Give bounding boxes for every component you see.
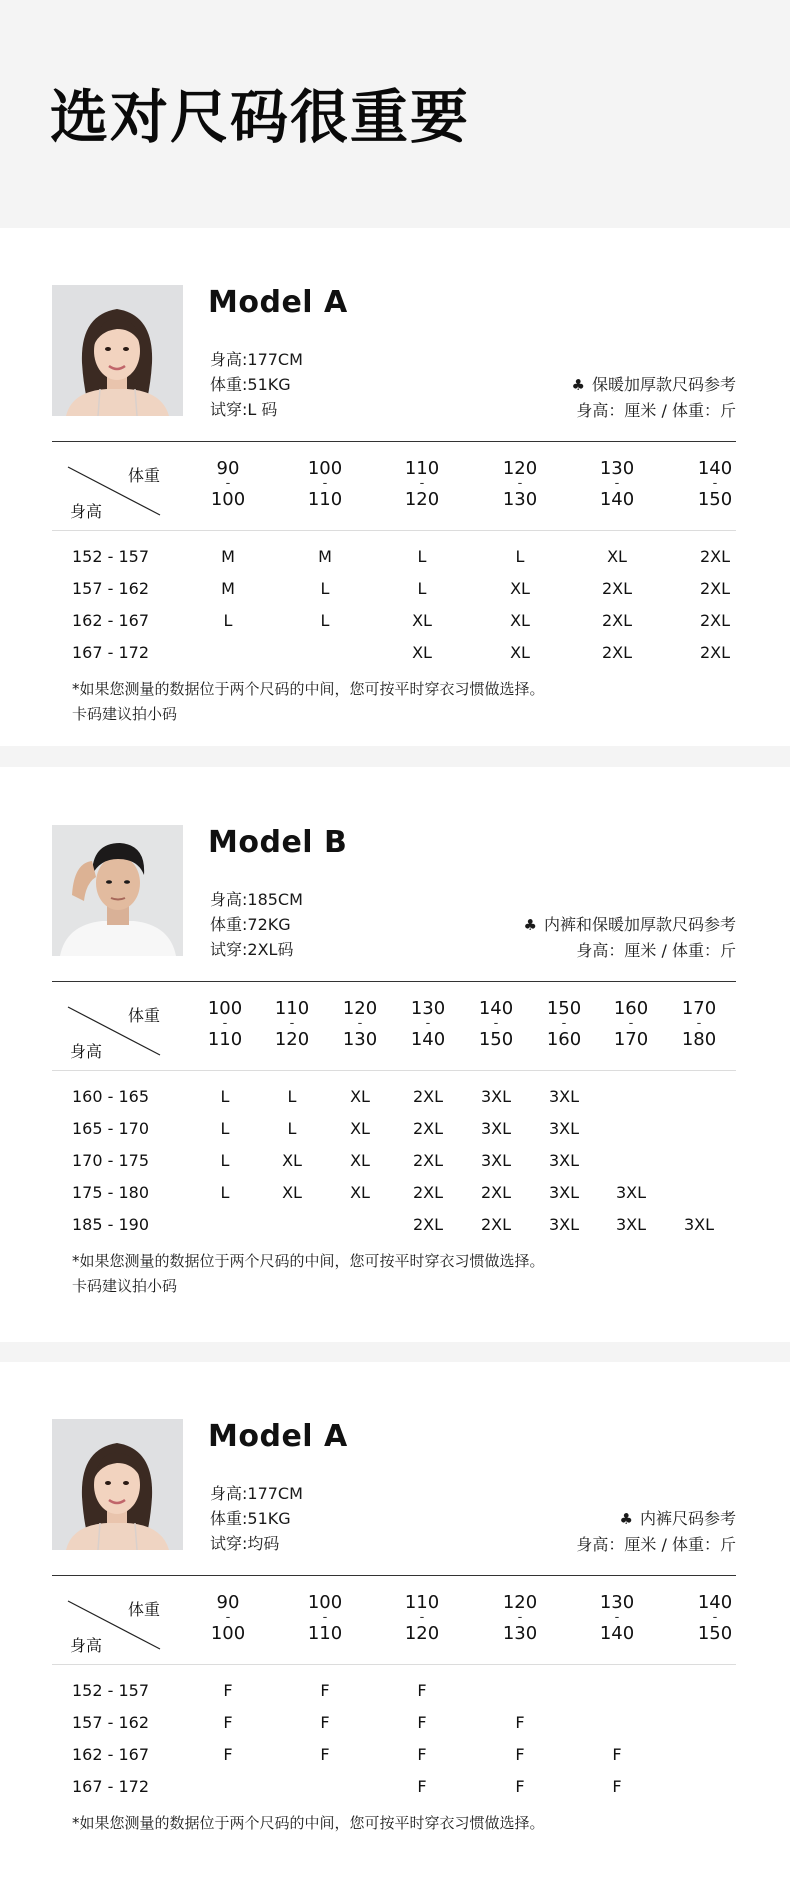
units-label: 身高：厘米 / 体重：斤 — [576, 941, 736, 960]
weight-to: 180 — [681, 1029, 717, 1050]
weight-column-header — [534, 999, 594, 1049]
model-stat: 试穿:2XL码 — [210, 940, 294, 959]
size-cell: F — [417, 1713, 427, 1732]
model-name: Model B — [208, 825, 348, 860]
height-row-label: 175 - 180 — [72, 1183, 150, 1202]
weight-to: 110 — [207, 1029, 243, 1050]
model-stats — [210, 1481, 303, 1556]
weight-axis-label: 体重 — [128, 466, 161, 485]
weight-column-header — [392, 1593, 452, 1643]
range-dash: - — [322, 1610, 328, 1625]
range-dash: - — [322, 476, 328, 491]
height-axis-label: 身高 — [70, 502, 103, 521]
weight-to: 100 — [210, 1623, 246, 1644]
weight-from: 170 — [681, 998, 717, 1019]
weight-column-header — [262, 999, 322, 1049]
weight-to: 150 — [697, 489, 733, 510]
weight-from: 130 — [599, 1592, 635, 1613]
height-row-label: 170 - 175 — [72, 1151, 150, 1170]
table-top-rule — [52, 1575, 736, 1576]
height-row-label: 165 - 170 — [72, 1119, 150, 1138]
weight-column-header — [587, 459, 647, 509]
size-cell: XL — [350, 1119, 370, 1138]
weight-to: 130 — [502, 1623, 538, 1644]
size-cell: F — [320, 1713, 330, 1732]
female-model-photo — [52, 285, 183, 416]
size-note: 卡码建议拍小码 — [72, 705, 178, 723]
size-cell: F — [515, 1745, 525, 1764]
range-dash: - — [289, 1016, 295, 1031]
weight-from: 100 — [307, 458, 343, 479]
weight-column-header — [198, 459, 258, 509]
weight-from: 140 — [697, 458, 733, 479]
size-cell: M — [221, 547, 235, 566]
table-header-rule — [52, 1664, 736, 1665]
size-section — [0, 825, 790, 1365]
weight-column-header — [392, 459, 452, 509]
height-axis-label: 身高 — [70, 1042, 103, 1061]
club-icon: ♣ — [619, 1510, 633, 1528]
size-cell: XL — [282, 1151, 302, 1170]
club-icon: ♣ — [523, 916, 537, 934]
height-row-label: 167 - 172 — [72, 643, 150, 662]
size-cell: F — [612, 1777, 622, 1796]
weight-from: 110 — [274, 998, 310, 1019]
size-cell: L — [320, 611, 330, 630]
size-cell: 2XL — [601, 643, 633, 662]
weight-to: 120 — [404, 1623, 440, 1644]
size-cell: XL — [607, 547, 627, 566]
range-dash: - — [493, 1016, 499, 1031]
weight-from: 110 — [404, 458, 440, 479]
weight-to: 100 — [210, 489, 246, 510]
units-label: 身高：厘米 / 体重：斤 — [576, 1535, 736, 1554]
size-cell: XL — [510, 579, 530, 598]
size-cell: 2XL — [412, 1215, 444, 1234]
size-cell: XL — [350, 1087, 370, 1106]
size-cell: F — [320, 1681, 330, 1700]
size-cell: F — [612, 1745, 622, 1764]
model-stat: 身高:177CM — [210, 1484, 303, 1503]
size-section — [0, 1419, 790, 1881]
size-cell: 3XL — [548, 1183, 580, 1202]
weight-column-header — [330, 999, 390, 1049]
size-cell: 3XL — [480, 1151, 512, 1170]
range-dash: - — [561, 1016, 567, 1031]
weight-from: 90 — [216, 1592, 240, 1613]
weight-column-header — [601, 999, 661, 1049]
range-dash: - — [419, 476, 425, 491]
range-dash: - — [222, 1016, 228, 1031]
weight-to: 160 — [546, 1029, 582, 1050]
model-stat: 体重:51KG — [210, 375, 291, 394]
size-cell: L — [223, 611, 233, 630]
weight-column-header — [295, 1593, 355, 1643]
table-corner-header — [52, 985, 164, 1069]
height-row-label: 167 - 172 — [72, 1777, 150, 1796]
height-row-label: 157 - 162 — [72, 1713, 150, 1732]
size-cell: XL — [412, 611, 432, 630]
weight-from: 130 — [410, 998, 446, 1019]
size-cell: 2XL — [412, 1151, 444, 1170]
weight-axis-label: 体重 — [128, 1006, 161, 1025]
model-stat: 试穿:L 码 — [210, 400, 278, 419]
weight-from: 160 — [613, 998, 649, 1019]
weight-column-header — [198, 1593, 258, 1643]
size-note: *如果您测量的数据位于两个尺码的中间，您可按平时穿衣习惯做选择。 — [72, 1814, 545, 1832]
range-dash: - — [517, 1610, 523, 1625]
size-reference — [576, 1506, 736, 1557]
weight-to: 150 — [478, 1029, 514, 1050]
size-cell: F — [515, 1777, 525, 1796]
reference-title: 内裤尺码参考 — [634, 1509, 736, 1528]
weight-from: 140 — [478, 998, 514, 1019]
height-row-label: 157 - 162 — [72, 579, 150, 598]
size-cell: 3XL — [548, 1215, 580, 1234]
range-dash: - — [696, 1016, 702, 1031]
size-cell: M — [221, 579, 235, 598]
size-cell: 3XL — [615, 1215, 647, 1234]
size-cell: L — [287, 1119, 297, 1138]
model-stats — [210, 887, 303, 962]
size-cell: M — [318, 547, 332, 566]
reference-title: 内裤和保暖加厚款尺码参考 — [538, 915, 736, 934]
size-reference — [571, 372, 736, 423]
model-name: Model A — [208, 1419, 348, 1454]
weight-to: 170 — [613, 1029, 649, 1050]
weight-axis-label: 体重 — [128, 1600, 161, 1619]
size-cell: 2XL — [699, 547, 731, 566]
weight-from: 120 — [342, 998, 378, 1019]
range-dash: - — [419, 1610, 425, 1625]
table-corner-header — [52, 1579, 164, 1663]
model-stat: 身高:185CM — [210, 890, 303, 909]
weight-from: 150 — [546, 998, 582, 1019]
range-dash: - — [712, 1610, 718, 1625]
model-stat: 试穿:均码 — [210, 1534, 280, 1553]
weight-to: 150 — [697, 1623, 733, 1644]
range-dash: - — [517, 476, 523, 491]
size-cell: F — [515, 1713, 525, 1732]
range-dash: - — [357, 1016, 363, 1031]
height-row-label: 162 - 167 — [72, 1745, 150, 1764]
model-stats — [210, 347, 303, 422]
weight-column-header — [195, 999, 255, 1049]
page-title: 选对尺码很重要 — [50, 83, 471, 151]
table-top-rule — [52, 441, 736, 442]
size-cell: 2XL — [699, 579, 731, 598]
size-cell: 2XL — [699, 611, 731, 630]
weight-to: 120 — [274, 1029, 310, 1050]
range-dash: - — [225, 476, 231, 491]
size-note: 卡码建议拍小码 — [72, 1277, 178, 1295]
range-dash: - — [712, 476, 718, 491]
size-cell: 3XL — [480, 1119, 512, 1138]
size-cell: XL — [412, 643, 432, 662]
weight-column-header — [490, 459, 550, 509]
size-note: *如果您测量的数据位于两个尺码的中间，您可按平时穿衣习惯做选择。 — [72, 1252, 545, 1270]
height-row-label: 152 - 157 — [72, 1681, 150, 1700]
model-stat: 身高:177CM — [210, 350, 303, 369]
range-dash: - — [614, 1610, 620, 1625]
club-icon: ♣ — [571, 376, 585, 394]
weight-from: 140 — [697, 1592, 733, 1613]
female-model-photo — [52, 1419, 183, 1550]
size-cell: 2XL — [601, 611, 633, 630]
size-cell: 2XL — [412, 1087, 444, 1106]
weight-to: 120 — [404, 489, 440, 510]
table-header-rule — [52, 530, 736, 531]
units-label: 身高：厘米 / 体重：斤 — [576, 401, 736, 420]
table-header-rule — [52, 1070, 736, 1071]
weight-from: 100 — [307, 1592, 343, 1613]
size-cell: 3XL — [480, 1087, 512, 1106]
size-cell: 2XL — [480, 1215, 512, 1234]
weight-to: 130 — [342, 1029, 378, 1050]
weight-column-header — [398, 999, 458, 1049]
weight-column-header — [587, 1593, 647, 1643]
size-cell: 3XL — [548, 1119, 580, 1138]
table-corner-header — [52, 445, 164, 529]
weight-to: 110 — [307, 489, 343, 510]
size-cell: 2XL — [412, 1119, 444, 1138]
size-cell: XL — [510, 643, 530, 662]
size-cell: L — [220, 1087, 230, 1106]
size-cell: F — [223, 1681, 233, 1700]
weight-column-header — [295, 459, 355, 509]
size-cell: L — [417, 547, 427, 566]
model-stat: 体重:72KG — [210, 915, 291, 934]
weight-from: 100 — [207, 998, 243, 1019]
size-cell: F — [223, 1713, 233, 1732]
weight-from: 130 — [599, 458, 635, 479]
weight-to: 130 — [502, 489, 538, 510]
size-cell: 2XL — [699, 643, 731, 662]
size-cell: F — [417, 1745, 427, 1764]
size-cell: L — [515, 547, 525, 566]
size-cell: 3XL — [548, 1087, 580, 1106]
male-model-photo — [52, 825, 183, 956]
range-dash: - — [628, 1016, 634, 1031]
weight-column-header — [685, 459, 745, 509]
size-cell: L — [220, 1119, 230, 1138]
size-cell: XL — [350, 1183, 370, 1202]
size-cell: 2XL — [601, 579, 633, 598]
size-reference — [523, 912, 736, 963]
size-note: *如果您测量的数据位于两个尺码的中间，您可按平时穿衣习惯做选择。 — [72, 680, 545, 698]
size-section — [0, 285, 790, 825]
size-cell: L — [220, 1183, 230, 1202]
weight-from: 110 — [404, 1592, 440, 1613]
size-cell: F — [320, 1745, 330, 1764]
model-stat: 体重:51KG — [210, 1509, 291, 1528]
range-dash: - — [614, 476, 620, 491]
weight-to: 140 — [599, 489, 635, 510]
size-cell: XL — [510, 611, 530, 630]
height-row-label: 152 - 157 — [72, 547, 150, 566]
reference-title: 保暖加厚款尺码参考 — [586, 375, 736, 394]
size-cell: 3XL — [683, 1215, 715, 1234]
weight-from: 120 — [502, 1592, 538, 1613]
size-cell: L — [417, 579, 427, 598]
weight-column-header — [669, 999, 729, 1049]
weight-from: 120 — [502, 458, 538, 479]
size-cell: F — [223, 1745, 233, 1764]
weight-from: 90 — [216, 458, 240, 479]
weight-column-header — [466, 999, 526, 1049]
size-cell: F — [417, 1681, 427, 1700]
size-cell: XL — [282, 1183, 302, 1202]
size-cell: F — [417, 1777, 427, 1796]
weight-column-header — [490, 1593, 550, 1643]
model-name: Model A — [208, 285, 348, 320]
size-cell: 3XL — [615, 1183, 647, 1202]
range-dash: - — [225, 1610, 231, 1625]
height-row-label: 160 - 165 — [72, 1087, 150, 1106]
weight-column-header — [685, 1593, 745, 1643]
size-cell: 2XL — [412, 1183, 444, 1202]
size-cell: 2XL — [480, 1183, 512, 1202]
size-cell: XL — [350, 1151, 370, 1170]
weight-to: 140 — [410, 1029, 446, 1050]
table-top-rule — [52, 981, 736, 982]
size-cell: L — [320, 579, 330, 598]
size-cell: L — [220, 1151, 230, 1170]
size-cell: 3XL — [548, 1151, 580, 1170]
height-row-label: 185 - 190 — [72, 1215, 150, 1234]
weight-to: 110 — [307, 1623, 343, 1644]
weight-to: 140 — [599, 1623, 635, 1644]
size-cell: L — [287, 1087, 297, 1106]
height-row-label: 162 - 167 — [72, 611, 150, 630]
height-axis-label: 身高 — [70, 1636, 103, 1655]
range-dash: - — [425, 1016, 431, 1031]
